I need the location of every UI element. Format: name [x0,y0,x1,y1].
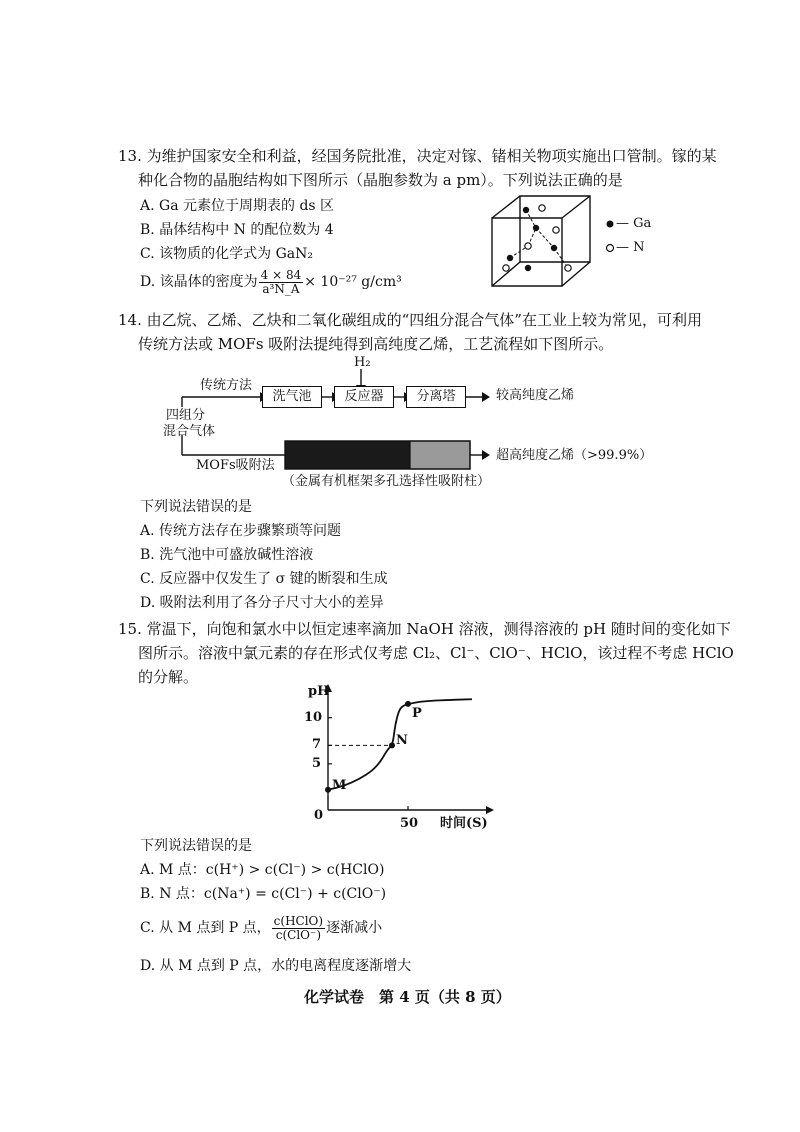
q15-stem-line3: 的分解。 [138,668,199,686]
q13-option-a: A. Ga 元素位于周期表的 ds 区 [140,198,335,214]
q13-option-d-suffix: × 10⁻²⁷ g/cm³ [304,274,402,290]
point-p-marker [405,701,411,707]
q15-stem-line2: 图所示。溶液中氯元素的存在形式仅考虑 Cl₂、Cl⁻、ClO⁻、HClO，该过程不考虑 HClO [138,644,734,662]
flow-traditional-label: 传统方法 [200,378,253,393]
page-footer: 化学试卷 第 4 页（共 8 页） [304,988,511,1006]
q13-density-numerator: 4 × 84 [260,267,302,282]
q15-option-b: B. N 点：c(Na⁺) = c(Cl⁻) + c(ClO⁻) [140,886,387,902]
point-m-marker [325,787,331,793]
x-tick-label: 50 [400,816,419,831]
q13-density-fraction [259,269,304,296]
q13-legend-n-label: — N [616,240,645,255]
point-p-label: P [412,705,422,721]
chart-x-axis-label: 时间(S) [440,816,488,831]
q13-option-c: C. 该物质的化学式为 GaN₂ [140,246,313,262]
q13-stem-line1: 13. 为维护国家安全和利益，经国务院批准，决定对镓、锗相关物项实施出口管制。镓的某 [118,147,717,165]
flow-box-reactor: 反应器 [334,386,394,408]
q15-option-a: A. M 点：c(H⁺) > c(Cl⁻) > c(HClO) [140,862,385,878]
legend-n-marker [607,245,614,252]
point-n-marker [389,742,395,748]
flow-box-scrubber: 洗气池 [262,386,322,408]
q15-ph-time-chart [300,684,510,830]
mofs-column-dark-section [285,441,410,469]
q14-option-a: A. 传统方法存在步骤繁琐等问题 [140,523,342,539]
q14-stem-line2: 传统方法或 MOFs 吸附法提纯得到高纯度乙烯，工艺流程如下图所示。 [138,335,614,353]
q13-density-denominator: a³N_A [262,281,300,296]
q15-option-c-suffix: 逐渐减小 [326,920,383,936]
q15-question: 下列说法错误的是 [140,838,252,854]
flow-product2-label: 超高纯度乙烯（>99.9%） [496,448,653,463]
q15-option-c-prefix: C. 从 M 点到 P 点， [140,920,271,936]
flow-box-separator: 分离塔 [406,386,466,408]
chart-x-axis-arrow [486,806,494,814]
q13-legend-ga-label: — Ga [616,216,652,231]
y-tick-label: 10 [304,709,323,725]
flow-product1-label: 较高纯度乙烯 [496,388,575,403]
point-m-label: M [332,777,347,793]
q14-option-d: D. 吸附法利用了各分子尺寸大小的差异 [140,595,384,611]
q15-ratio-denominator: c(ClO⁻) [275,927,322,942]
flow-h2-label: H₂ [354,355,371,370]
flow-column-caption: （金属有机框架多孔选择性吸附柱） [282,474,491,489]
q15-ratio-numerator: c(HClO) [273,913,324,928]
q13-option-d [140,268,402,296]
chart-origin-label: 0 [314,808,324,823]
flow-feed-label-line1: 四组分 [166,408,206,423]
q14-question: 下列说法错误的是 [140,499,252,515]
point-n-label: N [396,733,408,749]
q14-option-c: C. 反应器中仅发生了 σ 键的断裂和生成 [140,571,388,587]
y-tick-label: 5 [312,755,322,771]
q13-stem-line2: 种化合物的晶胞结构如下图所示（晶胞参数为 a pm）。下列说法正确的是 [138,171,623,189]
q13-option-d-prefix: D. 该晶体的密度为 [140,274,258,290]
legend-ga-marker [607,221,614,228]
q15-ratio-fraction [272,915,325,942]
chart-y-axis-label: pH [308,684,330,699]
mofs-column-light-section [410,441,470,469]
n-atoms [503,205,571,271]
flow-mofs-label: MOFs吸附法 [196,458,275,473]
q13-option-b: B. 晶体结构中 N 的配位数为 4 [140,222,334,238]
y-tick-label: 7 [312,737,322,753]
q14-option-b: B. 洗气池中可盛放碱性溶液 [140,547,314,563]
q15-option-d: D. 从 M 点到 P 点，水的电离程度逐渐增大 [140,958,412,974]
flow-feed-label-line2: 混合气体 [163,424,216,439]
cell-front-face [492,218,562,286]
q14-stem-line1: 14. 由乙烷、乙烯、乙炔和二氧化碳组成的“四组分混合气体”在工业上较为常见，可利用 [118,311,702,329]
q15-stem-line1: 15. 常温下，向饱和氯水中以恒定速率滴加 NaOH 溶液，测得溶液的 pH 随时间的变化如下 [118,620,731,638]
q15-option-c [140,914,382,942]
